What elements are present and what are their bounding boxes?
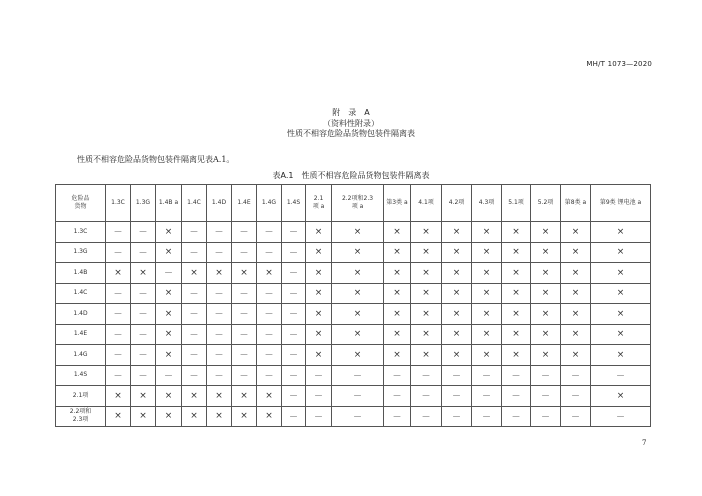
compatible-mark: － — [232, 324, 257, 345]
incompatible-mark: × — [182, 406, 207, 427]
column-header: 危险品 货物 — [56, 185, 106, 222]
incompatible-mark: × — [472, 242, 502, 263]
incompatible-mark: × — [257, 406, 282, 427]
incompatible-mark: × — [561, 242, 591, 263]
incompatible-mark: × — [332, 324, 384, 345]
incompatible-mark: × — [531, 324, 561, 345]
appendix-title-block — [0, 108, 702, 140]
incompatible-mark: × — [182, 263, 207, 284]
compatible-mark: － — [472, 386, 502, 407]
column-header: 1.4E — [232, 185, 257, 222]
incompatible-mark: × — [502, 242, 531, 263]
incompatible-mark: × — [232, 386, 257, 407]
compatible-mark: － — [232, 345, 257, 366]
compatible-mark: － — [591, 365, 651, 386]
compatible-mark: － — [131, 222, 156, 243]
compatible-mark: － — [384, 365, 411, 386]
compatible-mark: － — [106, 345, 131, 366]
column-header: 1.4S — [282, 185, 306, 222]
compatible-mark: － — [591, 406, 651, 427]
incompatible-mark: × — [442, 263, 472, 284]
compatible-mark: － — [207, 304, 232, 325]
compatible-mark: － — [282, 365, 306, 386]
column-header: 5.2项 — [531, 185, 561, 222]
incompatible-mark: × — [561, 263, 591, 284]
incompatible-mark: × — [591, 324, 651, 345]
incompatible-mark: × — [332, 304, 384, 325]
row-label: 1.4E — [56, 324, 106, 345]
compatible-mark: － — [257, 222, 282, 243]
incompatible-mark: × — [384, 283, 411, 304]
compatible-mark: － — [257, 304, 282, 325]
compatible-mark: － — [282, 324, 306, 345]
incompatible-mark: × — [561, 283, 591, 304]
incompatible-mark: × — [531, 283, 561, 304]
compatible-mark: － — [207, 283, 232, 304]
incompatible-mark: × — [156, 242, 182, 263]
compatible-mark: － — [411, 365, 442, 386]
incompatible-mark: × — [591, 304, 651, 325]
compatible-mark: － — [207, 324, 232, 345]
table-body — [56, 222, 651, 427]
column-header: 1.4B a — [156, 185, 182, 222]
incompatible-mark: × — [411, 304, 442, 325]
table-row — [56, 283, 651, 304]
compatible-mark: － — [232, 304, 257, 325]
compatible-mark: － — [232, 222, 257, 243]
incompatible-mark: × — [257, 263, 282, 284]
row-label: 1.4D — [56, 304, 106, 325]
incompatible-mark: × — [131, 386, 156, 407]
incompatible-mark: × — [156, 222, 182, 243]
incompatible-mark: × — [207, 263, 232, 284]
incompatible-mark: × — [411, 242, 442, 263]
column-header: 1.4D — [207, 185, 232, 222]
table-row — [56, 263, 651, 284]
row-label: 1.4C — [56, 283, 106, 304]
column-header: 第3类 a — [384, 185, 411, 222]
compatible-mark: － — [531, 406, 561, 427]
compatible-mark: － — [442, 386, 472, 407]
compatible-mark: － — [106, 324, 131, 345]
row-label: 1.4B — [56, 263, 106, 284]
compatible-mark: － — [207, 345, 232, 366]
compatible-mark: － — [232, 365, 257, 386]
incompatible-mark: × — [531, 263, 561, 284]
incompatible-mark: × — [591, 222, 651, 243]
compatible-mark: － — [384, 386, 411, 407]
compatible-mark: － — [561, 365, 591, 386]
table-row — [56, 222, 651, 243]
compatible-mark: － — [131, 345, 156, 366]
column-header: 1.4C — [182, 185, 207, 222]
incompatible-mark: × — [156, 283, 182, 304]
incompatible-mark: × — [106, 386, 131, 407]
incompatible-mark: × — [232, 406, 257, 427]
compatible-mark: － — [106, 242, 131, 263]
compatible-mark: － — [282, 263, 306, 284]
compatible-mark: － — [502, 406, 531, 427]
incompatible-mark: × — [257, 386, 282, 407]
compatible-mark: － — [232, 242, 257, 263]
column-header: 2.1 项 a — [306, 185, 332, 222]
compatible-mark: － — [182, 222, 207, 243]
incompatible-mark: × — [561, 304, 591, 325]
incompatible-mark: × — [131, 263, 156, 284]
incompatible-mark: × — [442, 324, 472, 345]
incompatible-mark: × — [502, 304, 531, 325]
table-row — [56, 304, 651, 325]
intro-text: 性质不相容危险品货物包装件隔离见表A.1。 — [77, 155, 235, 164]
compatible-mark: － — [207, 222, 232, 243]
incompatible-mark: × — [332, 263, 384, 284]
incompatible-mark: × — [502, 222, 531, 243]
segregation-table — [55, 184, 651, 427]
compatible-mark: － — [106, 283, 131, 304]
compatible-mark: － — [182, 283, 207, 304]
incompatible-mark: × — [384, 263, 411, 284]
incompatible-mark: × — [131, 406, 156, 427]
compatible-mark: － — [182, 324, 207, 345]
compatible-mark: － — [282, 283, 306, 304]
compatible-mark: － — [332, 365, 384, 386]
compatible-mark: － — [232, 283, 257, 304]
incompatible-mark: × — [442, 283, 472, 304]
incompatible-mark: × — [472, 345, 502, 366]
compatible-mark: － — [131, 365, 156, 386]
column-header: 4.3项 — [472, 185, 502, 222]
compatible-mark: － — [332, 406, 384, 427]
compatible-mark: － — [257, 324, 282, 345]
incompatible-mark: × — [411, 345, 442, 366]
incompatible-mark: × — [384, 304, 411, 325]
incompatible-mark: × — [156, 386, 182, 407]
incompatible-mark: × — [384, 324, 411, 345]
incompatible-mark: × — [502, 283, 531, 304]
compatible-mark: － — [131, 304, 156, 325]
compatible-mark: － — [156, 263, 182, 284]
compatible-mark: － — [306, 365, 332, 386]
column-header: 1.3G — [131, 185, 156, 222]
appendix-heading: 附 录 A — [332, 108, 370, 117]
compatible-mark: － — [531, 386, 561, 407]
incompatible-mark: × — [502, 324, 531, 345]
incompatible-mark: × — [384, 222, 411, 243]
incompatible-mark: × — [411, 283, 442, 304]
row-label: 2.2项和 2.3项 — [56, 406, 106, 427]
compatible-mark: － — [106, 304, 131, 325]
incompatible-mark: × — [411, 324, 442, 345]
compatible-mark: － — [561, 406, 591, 427]
table-row — [56, 345, 651, 366]
compatible-mark: － — [106, 222, 131, 243]
incompatible-mark: × — [207, 386, 232, 407]
incompatible-mark: × — [332, 242, 384, 263]
incompatible-mark: × — [531, 242, 561, 263]
incompatible-mark: × — [182, 386, 207, 407]
incompatible-mark: × — [561, 345, 591, 366]
incompatible-mark: × — [306, 263, 332, 284]
compatible-mark: － — [306, 406, 332, 427]
column-header: 4.2项 — [442, 185, 472, 222]
compatible-mark: － — [106, 365, 131, 386]
incompatible-mark: × — [306, 345, 332, 366]
incompatible-mark: × — [472, 324, 502, 345]
incompatible-mark: × — [442, 222, 472, 243]
compatible-mark: － — [282, 242, 306, 263]
compatible-mark: － — [182, 365, 207, 386]
row-label: 1.3G — [56, 242, 106, 263]
incompatible-mark: × — [207, 406, 232, 427]
table-header-row — [56, 185, 651, 222]
compatible-mark: － — [182, 304, 207, 325]
compatible-mark: － — [282, 345, 306, 366]
compatible-mark: － — [442, 365, 472, 386]
incompatible-mark: × — [472, 263, 502, 284]
table-caption: 表A.1 性质不相容危险品货物包装件隔离表 — [272, 171, 430, 180]
incompatible-mark: × — [106, 263, 131, 284]
incompatible-mark: × — [442, 242, 472, 263]
incompatible-mark: × — [332, 345, 384, 366]
incompatible-mark: × — [306, 324, 332, 345]
column-header: 第9类 锂电池 a — [591, 185, 651, 222]
incompatible-mark: × — [591, 283, 651, 304]
table-row — [56, 386, 651, 407]
compatible-mark: － — [411, 406, 442, 427]
incompatible-mark: × — [472, 222, 502, 243]
incompatible-mark: × — [384, 345, 411, 366]
compatible-mark: － — [282, 406, 306, 427]
incompatible-mark: × — [411, 222, 442, 243]
incompatible-mark: × — [472, 304, 502, 325]
column-header: 1.4G — [257, 185, 282, 222]
incompatible-mark: × — [472, 283, 502, 304]
compatible-mark: － — [182, 242, 207, 263]
table-row — [56, 406, 651, 427]
compatible-mark: － — [502, 365, 531, 386]
compatible-mark: － — [531, 365, 561, 386]
incompatible-mark: × — [106, 406, 131, 427]
incompatible-mark: × — [306, 242, 332, 263]
incompatible-mark: × — [561, 324, 591, 345]
incompatible-mark: × — [531, 304, 561, 325]
row-label: 1.4S — [56, 365, 106, 386]
incompatible-mark: × — [232, 263, 257, 284]
compatible-mark: － — [257, 283, 282, 304]
compatible-mark: － — [207, 242, 232, 263]
compatible-mark: － — [131, 283, 156, 304]
compatible-mark: － — [257, 242, 282, 263]
row-label: 1.4G — [56, 345, 106, 366]
incompatible-mark: × — [332, 283, 384, 304]
compatible-mark: － — [282, 222, 306, 243]
column-header: 5.1项 — [502, 185, 531, 222]
compatible-mark: － — [257, 365, 282, 386]
incompatible-mark: × — [156, 345, 182, 366]
incompatible-mark: × — [531, 345, 561, 366]
column-header: 2.2项和2.3 项 a — [332, 185, 384, 222]
table-row — [56, 365, 651, 386]
row-label: 2.1项 — [56, 386, 106, 407]
incompatible-mark: × — [442, 345, 472, 366]
incompatible-mark: × — [502, 345, 531, 366]
compatible-mark: － — [384, 406, 411, 427]
compatible-mark: － — [257, 345, 282, 366]
incompatible-mark: × — [384, 242, 411, 263]
compatible-mark: － — [131, 242, 156, 263]
compatible-mark: － — [502, 386, 531, 407]
compatible-mark: － — [282, 386, 306, 407]
incompatible-mark: × — [442, 304, 472, 325]
incompatible-mark: × — [306, 222, 332, 243]
compatible-mark: － — [442, 406, 472, 427]
compatible-mark: － — [306, 386, 332, 407]
incompatible-mark: × — [502, 263, 531, 284]
incompatible-mark: × — [332, 222, 384, 243]
incompatible-mark: × — [591, 345, 651, 366]
incompatible-mark: × — [591, 386, 651, 407]
appendix-title: 性质不相容危险品货物包装件隔离表 — [287, 129, 415, 138]
compatible-mark: － — [207, 365, 232, 386]
table-row — [56, 242, 651, 263]
incompatible-mark: × — [561, 222, 591, 243]
incompatible-mark: × — [306, 304, 332, 325]
column-header: 4.1项 — [411, 185, 442, 222]
compatible-mark: － — [131, 324, 156, 345]
column-header: 1.3C — [106, 185, 131, 222]
page-number: 7 — [642, 439, 647, 447]
compatible-mark: － — [282, 304, 306, 325]
compatible-mark: － — [472, 365, 502, 386]
column-header: 第8类 a — [561, 185, 591, 222]
incompatible-mark: × — [411, 263, 442, 284]
incompatible-mark: × — [591, 263, 651, 284]
row-label: 1.3C — [56, 222, 106, 243]
compatible-mark: － — [332, 386, 384, 407]
incompatible-mark: × — [591, 242, 651, 263]
compatible-mark: － — [472, 406, 502, 427]
incompatible-mark: × — [156, 324, 182, 345]
table-row — [56, 324, 651, 345]
compatible-mark: － — [411, 386, 442, 407]
appendix-note: （资料性附录） — [323, 118, 379, 128]
compatible-mark: － — [561, 386, 591, 407]
incompatible-mark: × — [306, 283, 332, 304]
incompatible-mark: × — [156, 304, 182, 325]
compatible-mark: － — [156, 365, 182, 386]
incompatible-mark: × — [531, 222, 561, 243]
compatible-mark: － — [182, 345, 207, 366]
incompatible-mark: × — [156, 406, 182, 427]
document-code: MH/T 1073—2020 — [586, 60, 652, 68]
